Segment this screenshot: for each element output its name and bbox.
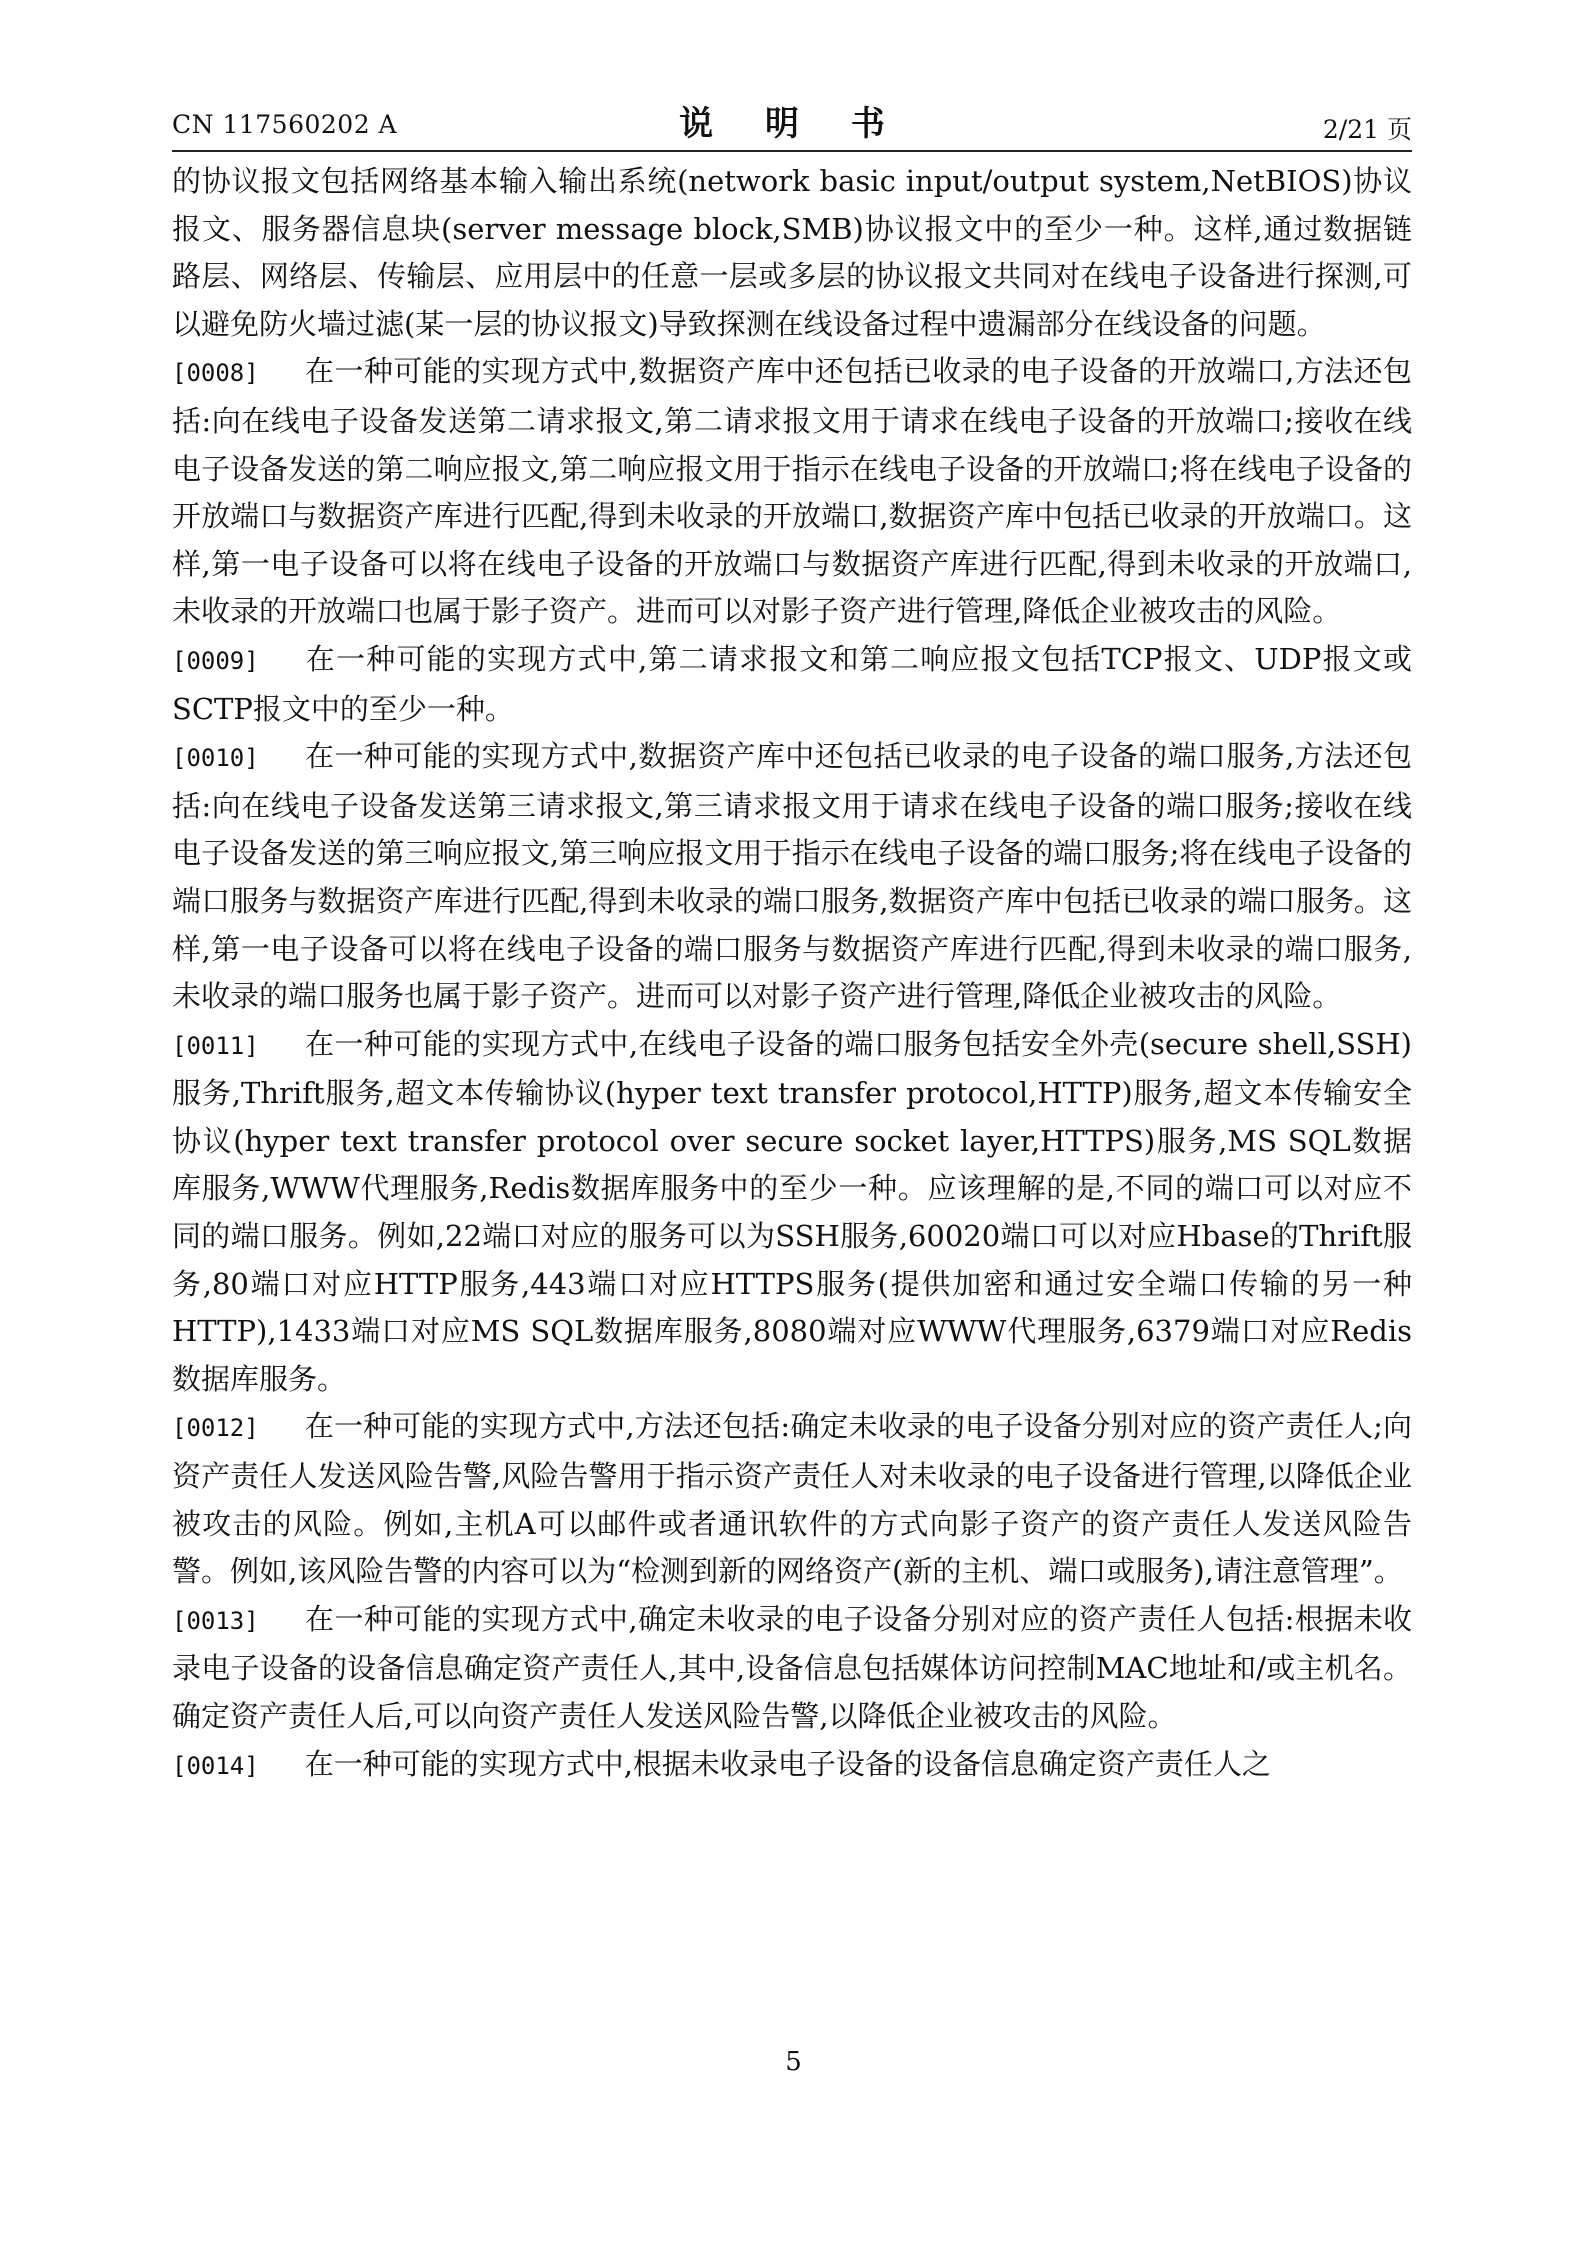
paragraph-0013 — [172, 1596, 1412, 1741]
paragraph-number: [0014] — [172, 1751, 259, 1780]
paragraph-text: 在一种可能的实现方式中,根据未收录电子设备的设备信息确定资产责任人之 — [304, 1746, 1271, 1781]
paragraph-number: [0009] — [172, 646, 259, 675]
paragraph-number: [0013] — [172, 1606, 259, 1635]
paragraph-0014 — [172, 1741, 1412, 1791]
paragraph-number: [0010] — [172, 744, 259, 773]
paragraph-text: 在一种可能的实现方式中,数据资产库中还包括已收录的电子设备的开放端口,方法还包括:向在线电子设备发送第二请求报文,第二请求报文用于请求在线电子设备的开放端口;接收在线电子设备发送的第二响应报文,第二响应报文用于指示在线电子设备的开放端口;将在线电子设备的开放端口与数据资产库进行匹配,得到未收录的开放端口,数据资产库中包括已收录的开放端口。这样,第一电子设备可以将在线电子设备的开放端口与数据资产库进行匹配,得到未收录的开放端口,未收录的开放端口也属于影子资产。进而可以对影子资产进行管理,降低企业被攻击的风险。 — [172, 354, 1412, 629]
paragraph-number: [0011] — [172, 1031, 259, 1060]
page-header — [172, 96, 1412, 148]
paragraph-text: 在一种可能的实现方式中,数据资产库中还包括已收录的电子设备的端口服务,方法还包括:向在线电子设备发送第三请求报文,第三请求报文用于请求在线电子设备的端口服务;接收在线电子设备发送的第三响应报文,第三响应报文用于指示在线电子设备的端口服务;将在线电子设备的端口服务与数据资产库进行匹配,得到未收录的端口服务,数据资产库中包括已收录的端口服务。这样,第一电子设备可以将在线电子设备的端口服务与数据资产库进行匹配,得到未收录的端口服务,未收录的端口服务也属于影子资产。进而可以对影子资产进行管理,降低企业被攻击的风险。 — [172, 739, 1412, 1014]
paragraph-text: 的协议报文包括网络基本输入输出系统(network basic input/output system,NetBIOS)协议报文、服务器信息块(server message block,SMB)协议报文中的至少一种。这样,通过数据链路层、网络层、传输层、应用层中的任意一层或多层的协议报文共同对在线电子设备进行探测,可以避免防火墙过滤(某一层的协议报文)导致探测在线设备过程中遗漏部分在线设备的问题。 — [172, 164, 1412, 341]
document-title: 说 明 书 — [679, 104, 905, 144]
paragraph-0010 — [172, 733, 1412, 1021]
paragraph-text: 在一种可能的实现方式中,确定未收录的电子设备分别对应的资产责任人包括:根据未收录电子设备的设备信息确定资产责任人,其中,设备信息包括媒体访问控制MAC地址和/或主机名。确定资产责任人后,可以向资产责任人发送风险告警,以降低企业被攻击的风险。 — [172, 1601, 1412, 1733]
paragraph-0012 — [172, 1403, 1412, 1595]
header-divider — [172, 150, 1412, 152]
paragraph-continuation — [172, 158, 1412, 348]
document-body — [172, 158, 1412, 1790]
paragraph-number: [0012] — [172, 1414, 259, 1443]
paragraph-0009 — [172, 636, 1412, 733]
document-number: CN 117560202 A — [172, 110, 398, 139]
paragraph-text: 在一种可能的实现方式中,在线电子设备的端口服务包括安全外壳(secure shell,SSH)服务,Thrift服务,超文本传输协议(hyper text transfer protocol,HTTP)服务,超文本传输安全协议(hyper text transfer protocol over secure socket layer,HTTPS)服务,MS SQL数据库服务,WWW代理服务,Redis数据库服务中的至少一种。应该理解的是,不同的端口可以对应不同的端口服务。例如,22端口对应的服务可以为SSH服务,60020端口可以对应Hbase的Thrift服务,80端口对应HTTP服务,443端口对应HTTPS服务(提供加密和通过安全端口传输的另一种HTTP),1433端口对应MS SQL数据库服务,8080端对应WWW代理服务,6379端口对应Redis数据库服务。 — [172, 1026, 1412, 1396]
paragraph-number: [0008] — [172, 359, 259, 388]
paragraph-0011 — [172, 1021, 1412, 1404]
paragraph-0008 — [172, 348, 1412, 636]
page-number: 5 — [785, 2047, 802, 2077]
page-counter: 2/21 页 — [1322, 115, 1412, 144]
paragraph-text: 在一种可能的实现方式中,第二请求报文和第二响应报文包括TCP报文、UDP报文或SCTP报文中的至少一种。 — [172, 641, 1412, 726]
paragraph-text: 在一种可能的实现方式中,方法还包括:确定未收录的电子设备分别对应的资产责任人;向资产责任人发送风险告警,风险告警用于指示资产责任人对未收录的电子设备进行管理,以降低企业被攻击的风险。例如,主机A可以邮件或者通讯软件的方式向影子资产的资产责任人发送风险告警。例如,该风险告警的内容可以为“检测到新的网络资产(新的主机、端口或服务),请注意管理”。 — [172, 1409, 1412, 1589]
